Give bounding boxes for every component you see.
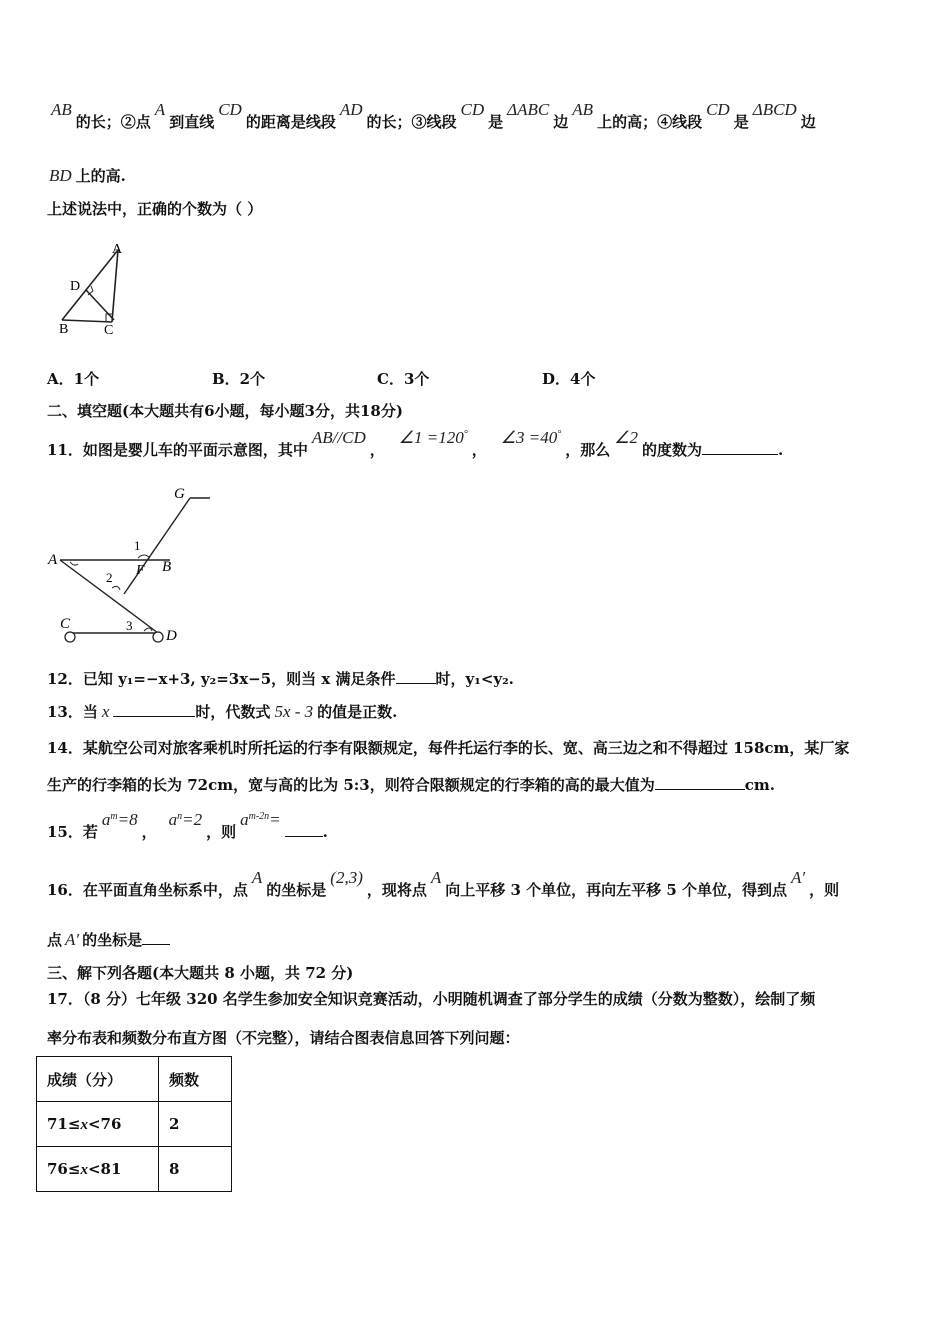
math-bd: BD bbox=[49, 166, 72, 185]
q16-line2-b: 的坐标是 bbox=[82, 931, 143, 949]
option-c: C．3个 bbox=[377, 370, 430, 388]
math-term: CD bbox=[706, 100, 730, 119]
math-a-prime: A′ bbox=[65, 930, 80, 949]
math-an2 bbox=[157, 810, 206, 829]
math-term: AB bbox=[572, 100, 594, 119]
text-segment: 的距离是线段 bbox=[245, 113, 336, 131]
range-lower: 76≤ bbox=[47, 1159, 81, 1178]
q10-question: 上述说法中，正确的个数为（ ） bbox=[47, 200, 263, 218]
am-base: a bbox=[101, 810, 111, 829]
q10-triangle-figure bbox=[40, 238, 140, 338]
q12-text-a: 12．已知 y₁=−x+3, y₂=3x−5，则当 x 满足条件 bbox=[47, 670, 396, 688]
math-angle3 bbox=[487, 428, 565, 447]
q14-line2-text: 生产的行李箱的长为 72cm，宽与高的比为 5:3，则符合限额规定的行李箱的高的最大值为 bbox=[47, 776, 655, 794]
range-upper: <76 bbox=[87, 1114, 122, 1133]
answer-blank-11[interactable] bbox=[702, 440, 778, 455]
section2-heading: 二、填空题(本大题共有6小题，每小题3分，共18分) bbox=[47, 402, 403, 420]
q10-line2 bbox=[47, 166, 126, 186]
q10-line1 bbox=[47, 100, 816, 132]
q15-text-b: ，则 bbox=[206, 823, 237, 841]
math-angle2: ∠2 bbox=[614, 428, 638, 447]
fig-angle-1: 1 bbox=[134, 538, 141, 553]
table-header-row bbox=[37, 1057, 232, 1102]
q11-suffix: 的度数为 bbox=[641, 441, 702, 459]
math-point-a-2: A bbox=[430, 868, 442, 887]
angle3-deg: ° bbox=[557, 429, 562, 440]
fig-label-f: F bbox=[136, 563, 145, 578]
angle1-value: ∠1 =120 bbox=[398, 428, 464, 447]
q10-line2-text: 上的高. bbox=[75, 167, 126, 185]
math-angle1 bbox=[385, 428, 472, 447]
q11-prefix: 11．如图是婴儿车的平面示意图，其中 bbox=[47, 441, 308, 459]
q15-line bbox=[47, 810, 328, 845]
am2n-rest: = bbox=[269, 810, 281, 829]
fig-label-b2: B bbox=[162, 559, 172, 575]
text-segment: 边 bbox=[553, 113, 569, 131]
am2n-exp: m-2n bbox=[248, 811, 270, 822]
fig-label-c: C bbox=[104, 323, 114, 338]
an-base: a bbox=[168, 810, 178, 829]
math-5x-3: 5x - 3 bbox=[274, 702, 314, 721]
q11-sep1: ， bbox=[369, 441, 385, 459]
table-cell-range bbox=[37, 1102, 159, 1147]
answer-blank-12[interactable] bbox=[396, 669, 436, 684]
q14-line2-unit: cm. bbox=[744, 776, 775, 794]
math-am8 bbox=[98, 810, 142, 829]
q16-text-e: ，则 bbox=[809, 881, 840, 899]
q16-line2-a: 点 bbox=[47, 931, 63, 949]
q16-text-c: ，现将点 bbox=[366, 881, 427, 899]
table-row bbox=[37, 1147, 232, 1192]
q15-text-a: 15．若 bbox=[47, 823, 98, 841]
angle3-value: ∠3 =40 bbox=[500, 428, 558, 447]
q13-text-a: 13．当 bbox=[47, 703, 98, 721]
text-segment: 是 bbox=[733, 113, 749, 131]
math-term: AB bbox=[51, 100, 72, 119]
fig-label-a2: A bbox=[48, 552, 58, 568]
table-row bbox=[37, 1102, 232, 1147]
q11-sep3: ，那么 bbox=[565, 441, 611, 459]
table-cell-frequency: 8 bbox=[159, 1147, 232, 1192]
q15-sep: ， bbox=[141, 823, 157, 841]
range-lower: 71≤ bbox=[47, 1114, 81, 1133]
math-term: AD bbox=[339, 100, 363, 119]
math-ab-parallel-cd: AB//CD bbox=[311, 428, 366, 447]
answer-blank-13[interactable] bbox=[113, 702, 195, 717]
range-var: x bbox=[80, 1161, 88, 1178]
math-x: x bbox=[101, 702, 110, 721]
text-segment: 是 bbox=[488, 113, 504, 131]
math-term: CD bbox=[218, 100, 242, 119]
answer-blank-15[interactable] bbox=[285, 822, 323, 837]
text-segment: 的长；③线段 bbox=[366, 113, 457, 131]
q14-line1: 14．某航空公司对旅客乘机时所托运的行李有限额规定，每件托运行李的长、宽、高三边之和不得超过 158cm，某厂家 bbox=[47, 739, 850, 757]
q15-end: . bbox=[322, 823, 328, 841]
angle1-deg: ° bbox=[463, 429, 468, 440]
math-coord: (2,3) bbox=[330, 868, 363, 887]
q11-end: . bbox=[777, 441, 784, 459]
q13-text-b: 时，代数式 bbox=[195, 703, 271, 721]
an-exp: n bbox=[177, 811, 183, 822]
option-d: D．4个 bbox=[542, 370, 596, 388]
fig-label-d2: D bbox=[166, 628, 177, 644]
q11-stroller-figure bbox=[40, 478, 220, 650]
q12-text-b: 时，y₁<y₂. bbox=[435, 670, 514, 688]
answer-blank-14[interactable] bbox=[655, 775, 745, 790]
am-exp: m bbox=[110, 811, 118, 822]
fig-label-d: D bbox=[70, 279, 81, 294]
math-point-a: A bbox=[251, 868, 263, 887]
math-term: ΔABC bbox=[507, 100, 550, 119]
math-term: A bbox=[154, 100, 166, 119]
range-var: x bbox=[80, 1116, 88, 1133]
table-cell-frequency: 2 bbox=[159, 1102, 232, 1147]
q16-text-b: 的坐标是 bbox=[266, 881, 327, 899]
text-segment: 边 bbox=[800, 113, 816, 131]
fig-angle-2: 2 bbox=[106, 570, 113, 585]
q13-line bbox=[47, 702, 397, 722]
fig-label-g: G bbox=[174, 486, 185, 502]
an-rest: =2 bbox=[182, 810, 203, 829]
q17-line1: 17．（8 分）七年级 320 名学生参加安全知识竞赛活动，小明随机调查了部分学生的成绩（分数为整数），绘制了频 bbox=[47, 990, 816, 1008]
fig-label-b: B bbox=[59, 322, 69, 337]
am2n-base: a bbox=[240, 810, 249, 829]
fig-label-c2: C bbox=[60, 616, 71, 632]
q13-text-c: 的值是正数. bbox=[317, 703, 398, 721]
section3-heading: 三、解下列各题(本大题共 8 小题，共 72 分) bbox=[47, 964, 354, 982]
text-segment: 的长；②点 bbox=[75, 113, 151, 131]
q16-line1 bbox=[47, 868, 840, 900]
q14-line2 bbox=[47, 775, 775, 795]
table-header-score: 成绩（分） bbox=[37, 1057, 159, 1102]
fig-angle-3: 3 bbox=[126, 618, 133, 633]
q16-text-d: 向上平移 3 个单位，再向左平移 5 个单位，得到点 bbox=[445, 881, 788, 899]
option-a: A．1个 bbox=[47, 370, 100, 388]
q16-line2 bbox=[47, 930, 170, 950]
table-cell-range bbox=[37, 1147, 159, 1192]
math-am-2n bbox=[236, 810, 285, 829]
math-term: ΔBCD bbox=[752, 100, 797, 119]
am-rest: =8 bbox=[117, 810, 138, 829]
answer-blank-16[interactable] bbox=[142, 930, 170, 945]
text-segment: 到直线 bbox=[169, 113, 215, 131]
option-b: B．2个 bbox=[212, 370, 266, 388]
math-point-a-prime: A′ bbox=[791, 868, 806, 887]
q12-line bbox=[47, 669, 514, 689]
fig-label-a: A bbox=[112, 242, 123, 257]
q11-line bbox=[47, 428, 784, 463]
table-header-frequency: 频数 bbox=[159, 1057, 232, 1102]
frequency-table bbox=[36, 1056, 232, 1192]
text-segment: 上的高；④线段 bbox=[597, 113, 703, 131]
math-term: CD bbox=[460, 100, 485, 119]
q11-sep2: ， bbox=[471, 441, 487, 459]
q17-line2: 率分布表和频数分布直方图（不完整），请结合图表信息回答下列问题： bbox=[47, 1029, 520, 1047]
range-upper: <81 bbox=[87, 1159, 122, 1178]
q16-text-a: 16．在平面直角坐标系中，点 bbox=[47, 881, 248, 899]
